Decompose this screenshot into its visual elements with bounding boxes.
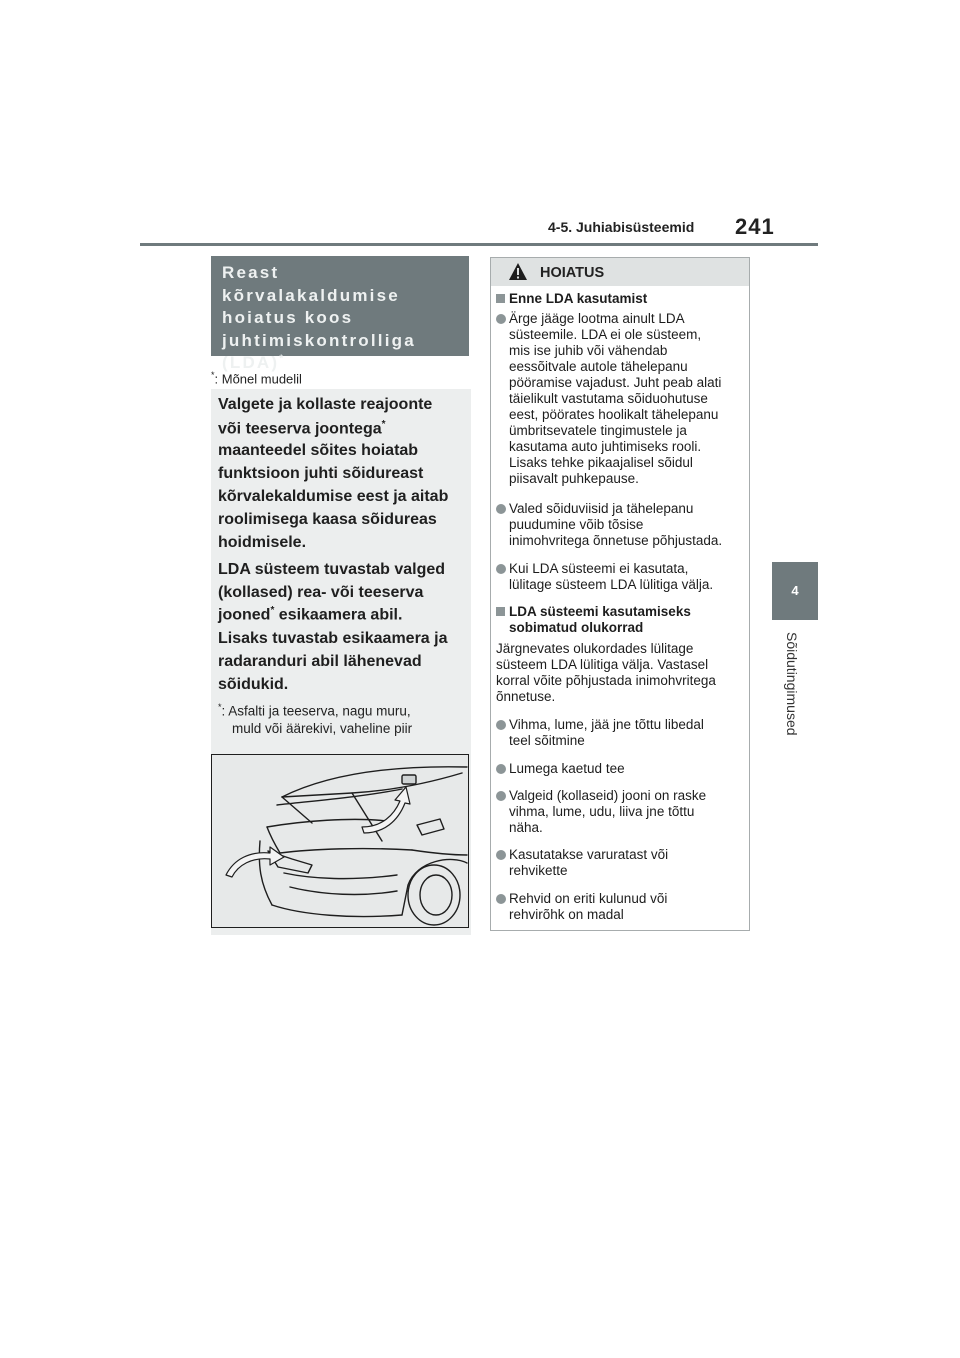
warning-text-line: pööramise vajadust. Juht peab alati (509, 375, 722, 390)
warning-text-line: korral võite põhjustada inimohvritega (496, 673, 716, 688)
intro-line: sõidukid. (218, 676, 289, 693)
condition-line: Lumega kaetud tee (509, 761, 625, 776)
intro-line: Valgete ja kollaste reajoonte (218, 396, 433, 413)
condition-line: rehvirõhk on madal (509, 907, 624, 922)
page-number: 241 (735, 214, 775, 239)
warning-text-line: eest, pöörates hoolikalt tähelepanu (509, 407, 719, 422)
footnote-line: *: Asfalti ja teeserva, nagu muru, (218, 702, 411, 719)
hood-front (280, 849, 412, 853)
warning-text-line: süsteem LDA lülitiga välja. Vastasel (496, 657, 709, 672)
intro-line: jooned* esikaamera abil. (218, 605, 403, 624)
bullet-dot (496, 314, 506, 324)
warning-section-heading: sobimatud olukorrad (509, 620, 644, 635)
bullet-dot (496, 764, 506, 774)
warning-title: HOIATUS (540, 265, 605, 281)
condition-line: Vihma, lume, jää jne tõttu libedal (509, 717, 704, 732)
warning-text-line: puudumine võib tõsise (509, 517, 644, 532)
warning-text-line: Järgnevates olukordades lülitage (496, 641, 694, 656)
intro-line: maanteedel sõites hoiatab (218, 442, 419, 459)
bumper-bottom (272, 905, 402, 917)
warning-text-line: mis ise juhib või vähendab (509, 343, 668, 358)
warning-section-heading: LDA süsteemi kasutamiseks (509, 604, 691, 619)
section-title (222, 262, 462, 375)
warning-text-line: inimohvritega õnnetuse põhjustada. (509, 533, 723, 548)
bullet-dot (496, 791, 506, 801)
intro-line: kõrvalekaldumise eest ja aitab (218, 488, 449, 505)
side-line (412, 850, 467, 855)
bullet-dot (496, 850, 506, 860)
warning-text-line: eessõitvale autole tähelepanu (509, 359, 688, 374)
car-illustration (211, 754, 469, 928)
intro-line: Lisaks tuvastab esikaamera ja (218, 630, 448, 647)
model-note (211, 370, 302, 386)
warning-text-line: Lisaks tehke pikaajalisel sõidul (509, 455, 693, 470)
warning-triangle-icon (508, 262, 528, 281)
a-pillar (352, 793, 382, 841)
grille-top (284, 873, 397, 879)
chapter-side-label (778, 632, 802, 742)
section-title-line: juhtimiskontrolliga (222, 330, 416, 350)
condition-line: Rehvid on eriti kulunud või (509, 891, 668, 906)
condition-line: Kasutatakse varuratast või (509, 847, 669, 862)
intro-line: funktsioon juhti sõidureast (218, 465, 424, 482)
grille-bottom (290, 887, 397, 894)
chapter-tab-number: 4 (791, 583, 799, 598)
model-note-marker: * (211, 370, 215, 380)
intro-line: hoidmisele. (218, 534, 307, 551)
wheel-arch (402, 859, 467, 915)
title-asterisk: * (279, 353, 286, 365)
bullet-dot (496, 894, 506, 904)
header-rule (140, 243, 818, 246)
intro-line: (kollased) rea- või teeserva (218, 584, 424, 601)
condition-line: Valgeid (kollaseid) jooni on raske (509, 788, 707, 803)
condition-line: vihma, lume, udu, liiva jne tõttu (509, 804, 695, 819)
condition-line: rehvikette (509, 863, 568, 878)
intro-line: LDA süsteem tuvastab valged (218, 561, 446, 578)
wheel-rim (420, 875, 452, 915)
warning-text-line: süsteemile. LDA ei ole süsteem, (509, 327, 702, 342)
bullet-dot (496, 564, 506, 574)
bullet-dot (496, 720, 506, 730)
chapter-side-label-text: Sõidutingimused (784, 632, 800, 736)
intro-asterisk: * (270, 605, 275, 616)
warning-header (491, 258, 749, 286)
warning-text-line: Kui LDA süsteemi ei kasutata, (509, 561, 689, 576)
warning-text-line: Ärge jääge lootma ainult LDA (509, 311, 685, 326)
radar-arrow (226, 847, 284, 877)
warning-text-line: õnnetuse. (496, 689, 556, 704)
warning-text-line: lülitage süsteem LDA lülitiga välja. (509, 577, 714, 592)
warning-text-line: kasutama auto juhtimiseks rooli. (509, 439, 702, 454)
section-title-line: (LDA)* (222, 353, 286, 372)
a-pillar-left (282, 797, 312, 823)
condition-line: näha. (509, 820, 543, 835)
section-square-marker (496, 607, 505, 616)
condition-line: teel sõitmine (509, 733, 585, 748)
footnote-marker: * (218, 702, 222, 712)
side-mirror (417, 819, 444, 835)
warning-section-heading: Enne LDA kasutamist (509, 291, 648, 306)
intro-line: roolimisega kaasa sõidureas (218, 511, 437, 528)
bullet-dot (496, 504, 506, 514)
front-camera (402, 775, 416, 784)
warning-text-line: Valed sõiduviisid ja tähelepanu (509, 501, 694, 516)
car-roofline (282, 767, 467, 797)
warning-text-line: täielikult vastutama sõiduohutuse (509, 391, 708, 406)
section-header: 4-5. Juhiabisüsteemid (548, 219, 695, 235)
section-square-marker (496, 294, 505, 303)
intro-line: või teeserva joontega* (218, 419, 386, 438)
warning-text-line: ümbritsevatele tingimustele ja (509, 423, 687, 438)
section-title-line: Reast kõrvalakaldumise (222, 263, 400, 305)
intro-line: radaranduri abil lähenevad (218, 653, 422, 670)
footnote-line: muld või äärekivi, vaheline piir (232, 721, 413, 736)
warning-text-line: piisavalt puhkepause. (509, 471, 639, 486)
section-title-line: hoiatus koos (222, 308, 354, 327)
car-drawing (212, 755, 468, 927)
intro-asterisk: * (381, 419, 386, 430)
model-note-text: : Mõnel mudelil (214, 371, 302, 387)
